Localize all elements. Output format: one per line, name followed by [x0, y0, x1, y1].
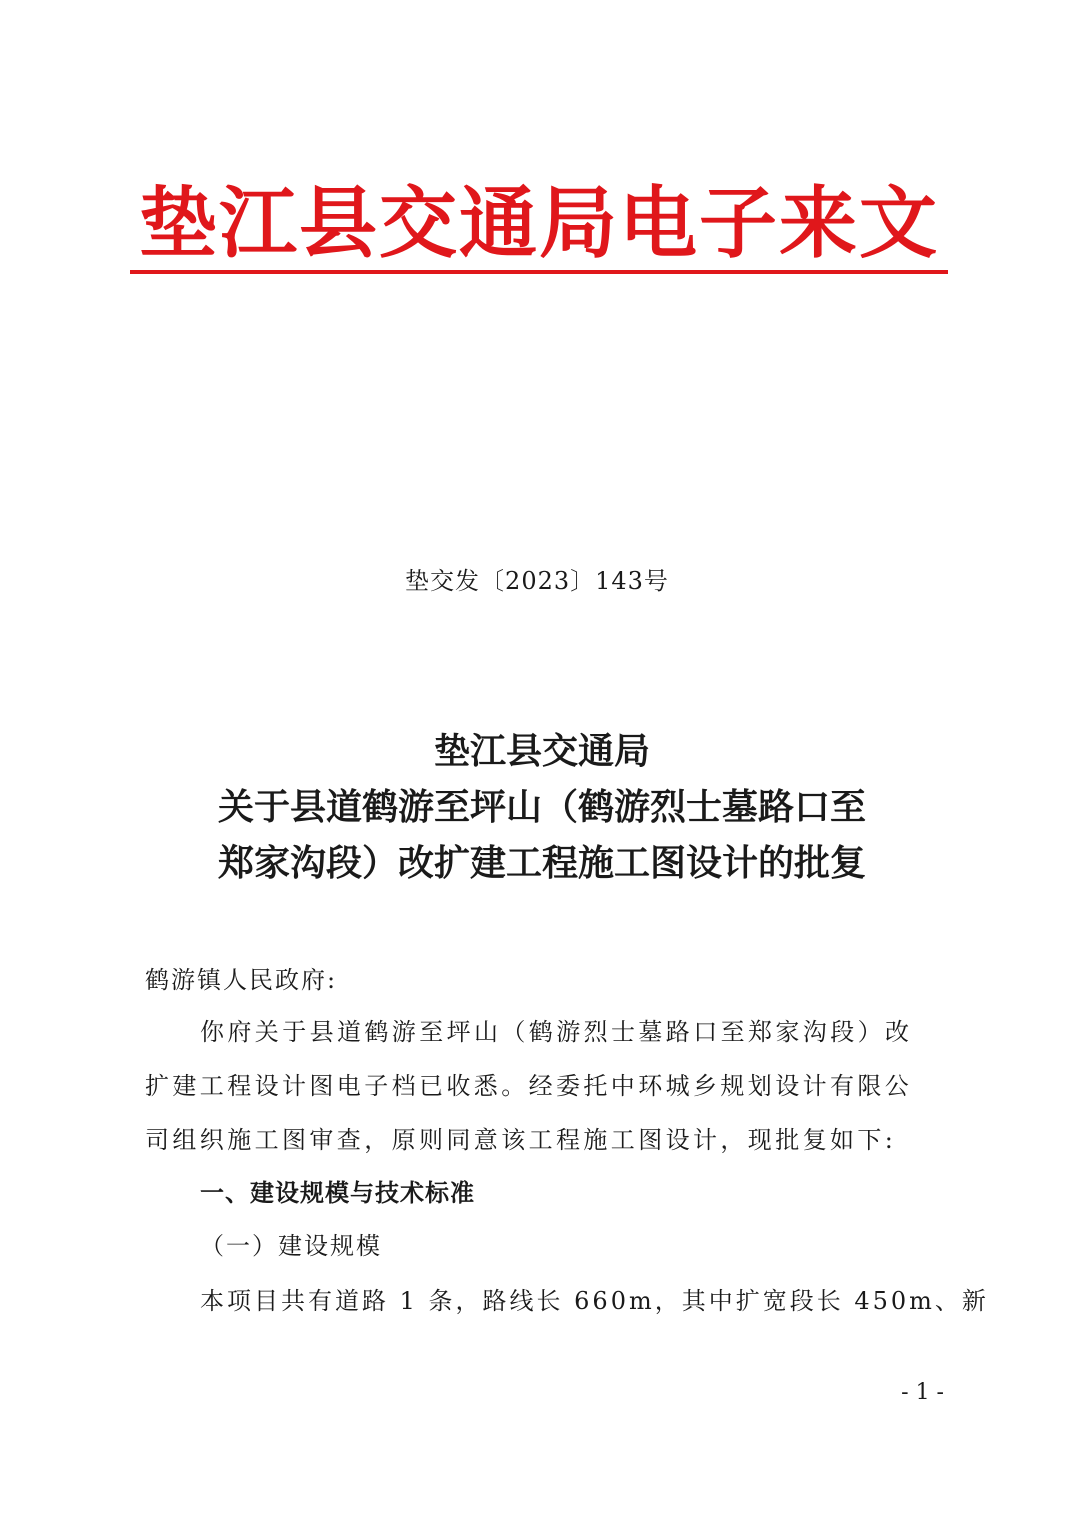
document-title — [100, 723, 984, 891]
title-line-3: 郑家沟段）改扩建工程施工图设计的批复 — [217, 842, 866, 884]
addressee: 鹤游镇人民政府: — [145, 966, 338, 994]
section-heading-1: 一、建设规模与技术标准 — [200, 1179, 475, 1207]
section-heading-2: （一）建设规模 — [200, 1232, 382, 1260]
title-line-2: 关于县道鹤游至坪山（鹤游烈士墓路口至 — [217, 786, 866, 828]
page-number: - 1 - — [901, 1380, 944, 1405]
masthead-title: 垫江县交通局电子来文 — [138, 178, 939, 269]
document-number: 垫交发〔2023〕143号 — [405, 567, 669, 595]
paragraph-2-line-1: 本项目共有道路 1 条，路线长 660m，其中扩宽段长 450m、新 — [200, 1287, 989, 1315]
masthead-red-rule — [130, 270, 948, 274]
title-line-1: 垫江县交通局 — [433, 730, 650, 772]
paragraph-1-line-2: 扩建工程设计图电子档已收悉。经委托中环城乡规划设计有限公 — [145, 1072, 913, 1100]
paragraph-1-line-1: 你府关于县道鹤游至坪山（鹤游烈士墓路口至郑家沟段）改 — [200, 1018, 913, 1046]
paragraph-1-line-3: 司组织施工图审查，原则同意该工程施工图设计，现批复如下: — [145, 1126, 897, 1154]
